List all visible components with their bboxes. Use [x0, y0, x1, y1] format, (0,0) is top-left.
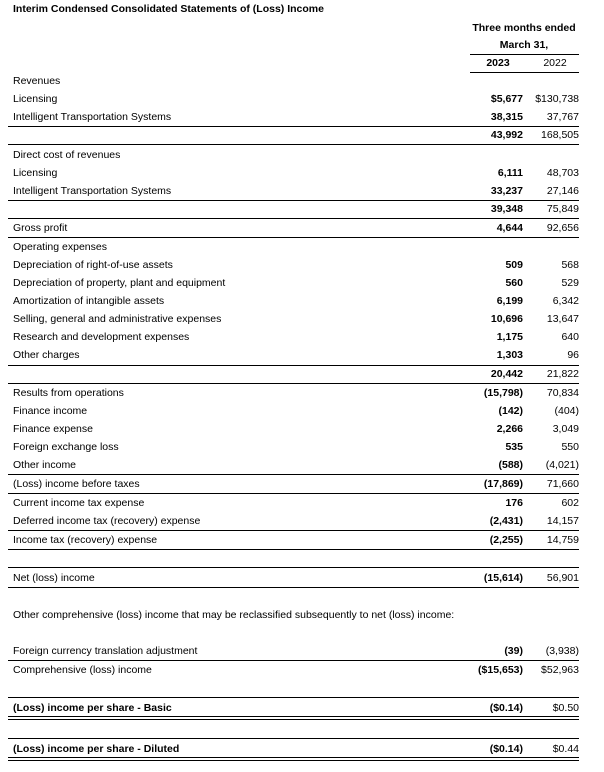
table-row — [13, 167, 579, 185]
value-2023: (2,431) — [489, 515, 523, 527]
row-label: Results from operations — [13, 387, 124, 399]
row-label: Deferred income tax (recovery) expense — [13, 515, 201, 527]
value-2023: 38,315 — [490, 111, 523, 123]
value-2022: 37,767 — [546, 111, 579, 123]
row-label: Foreign exchange loss — [13, 441, 119, 453]
value-2022: 529 — [561, 277, 579, 289]
value-2023: (588) — [498, 459, 523, 471]
value-2022: $52,963 — [541, 664, 579, 676]
row-label: Research and development expenses — [13, 331, 190, 343]
value-2023: $5,677 — [490, 93, 523, 105]
row-label: Other charges — [13, 349, 80, 361]
rule — [8, 383, 579, 384]
value-2023: 20,442 — [490, 368, 523, 380]
row-label: Finance expense — [13, 423, 93, 435]
section-header-revenues — [13, 75, 579, 93]
rule — [8, 530, 579, 531]
rule — [8, 660, 579, 661]
row-label: (Loss) income before taxes — [13, 478, 140, 490]
rule — [8, 474, 579, 475]
row-label: Licensing — [13, 93, 58, 105]
statement-title: Interim Condensed Consolidated Statements of (Loss) Income — [13, 3, 324, 15]
rule — [8, 567, 579, 568]
column-header-2023: 2023 — [486, 57, 510, 69]
table-row — [13, 295, 579, 313]
table-row — [13, 423, 579, 441]
value-2022: 92,656 — [546, 222, 579, 234]
rule — [8, 126, 579, 127]
value-2023: 43,992 — [490, 129, 523, 141]
rule — [8, 738, 579, 739]
value-2022: 70,834 — [546, 387, 579, 399]
value-2023: (39) — [504, 645, 523, 657]
value-2022: 71,660 — [546, 478, 579, 490]
value-2023: (15,614) — [483, 572, 523, 584]
table-row — [13, 441, 579, 459]
row-label: Depreciation of property, plant and equipment — [13, 277, 226, 289]
value-2022: 48,703 — [546, 167, 579, 179]
rule — [8, 587, 579, 588]
value-2023: 1,175 — [496, 331, 523, 343]
value-2023: 10,696 — [490, 313, 523, 325]
row-label: Direct cost of revenues — [13, 149, 121, 161]
value-2023: 2,266 — [496, 423, 523, 435]
value-2022: 6,342 — [552, 295, 579, 307]
rule — [8, 200, 579, 201]
results-from-operations-row — [13, 387, 579, 405]
value-2022: 3,049 — [552, 423, 579, 435]
value-2022: (4,021) — [545, 459, 579, 471]
row-label: Revenues — [13, 75, 61, 87]
value-2022: (404) — [554, 405, 579, 417]
value-2023: 176 — [505, 497, 523, 509]
value-2023: 1,303 — [496, 349, 523, 361]
row-label: Licensing — [13, 167, 58, 179]
rule — [8, 218, 579, 219]
rule — [8, 237, 579, 238]
row-label: Income tax (recovery) expense — [13, 534, 158, 546]
row-label: Net (loss) income — [13, 572, 95, 584]
column-header-2022: 2022 — [543, 57, 567, 69]
table-row — [13, 497, 579, 515]
value-2022: $0.50 — [552, 702, 579, 714]
rule — [8, 144, 579, 145]
row-label: Operating expenses — [13, 241, 107, 253]
row-label: Intelligent Transportation Systems — [13, 111, 172, 123]
value-2022: 21,822 — [546, 368, 579, 380]
value-2022: 56,901 — [546, 572, 579, 584]
table-row — [13, 259, 579, 277]
row-label: Comprehensive (loss) income — [13, 664, 152, 676]
rule — [8, 365, 579, 366]
value-2022: 550 — [561, 441, 579, 453]
row-label: Current income tax expense — [13, 497, 145, 509]
comprehensive-loss-income-row — [13, 664, 579, 682]
value-2023: 33,237 — [490, 185, 523, 197]
row-label: Foreign currency translation adjustment — [13, 645, 198, 657]
row-label: Selling, general and administrative expenses — [13, 313, 222, 325]
row-label: Finance income — [13, 405, 88, 417]
row-label: Other income — [13, 459, 77, 471]
row-label: (Loss) income per share - Basic — [13, 702, 172, 714]
row-label: Amortization of intangible assets — [13, 295, 165, 307]
value-2023: ($0.14) — [489, 743, 523, 755]
row-label: Gross profit — [13, 222, 68, 234]
value-2023: 6,199 — [496, 295, 523, 307]
header-rule-top — [470, 54, 579, 55]
table-row — [13, 331, 579, 349]
table-row — [13, 313, 579, 331]
double-rule — [8, 757, 579, 761]
value-2022: 13,647 — [546, 313, 579, 325]
period-header-line2: March 31, — [499, 39, 549, 51]
value-2022: 75,849 — [546, 203, 579, 215]
value-2022: $0.44 — [552, 743, 579, 755]
value-2022: 168,505 — [541, 129, 579, 141]
section-header-operating-expenses — [13, 241, 579, 259]
row-label: Other comprehensive (loss) income that may be reclassified subsequently to net (loss) income: — [13, 609, 455, 621]
value-2023: (15,798) — [483, 387, 523, 399]
row-label: (Loss) income per share - Diluted — [13, 743, 180, 755]
value-2022: 602 — [561, 497, 579, 509]
value-2023: (2,255) — [489, 534, 523, 546]
value-2023: 39,348 — [490, 203, 523, 215]
value-2023: (17,869) — [483, 478, 523, 490]
double-rule — [8, 716, 579, 720]
value-2023: ($15,653) — [478, 664, 523, 676]
row-label: Intelligent Transportation Systems — [13, 185, 172, 197]
value-2023: 560 — [505, 277, 523, 289]
table-row — [13, 405, 579, 423]
value-2022: 14,157 — [546, 515, 579, 527]
value-2022: 96 — [567, 349, 579, 361]
value-2023: ($0.14) — [489, 702, 523, 714]
value-2022: (3,938) — [545, 645, 579, 657]
rule — [8, 493, 579, 494]
oci-section-heading — [13, 609, 579, 627]
value-2023: 6,111 — [497, 167, 523, 179]
value-2022: 568 — [561, 259, 579, 271]
row-label: Depreciation of right-of-use assets — [13, 259, 173, 271]
value-2023: (142) — [498, 405, 523, 417]
value-2023: 535 — [505, 441, 523, 453]
value-2022: 640 — [561, 331, 579, 343]
rule — [8, 697, 579, 698]
period-header-line1: Three months ended — [472, 22, 576, 34]
value-2022: 14,759 — [546, 534, 579, 546]
value-2022: 27,146 — [546, 185, 579, 197]
table-row — [13, 277, 579, 295]
header-rule-bottom — [470, 72, 579, 73]
table-row — [13, 93, 579, 111]
section-header-direct-cost — [13, 149, 579, 167]
rule — [8, 549, 579, 550]
value-2022: $130,738 — [535, 93, 579, 105]
value-2023: 509 — [505, 259, 523, 271]
value-2023: 4,644 — [496, 222, 523, 234]
